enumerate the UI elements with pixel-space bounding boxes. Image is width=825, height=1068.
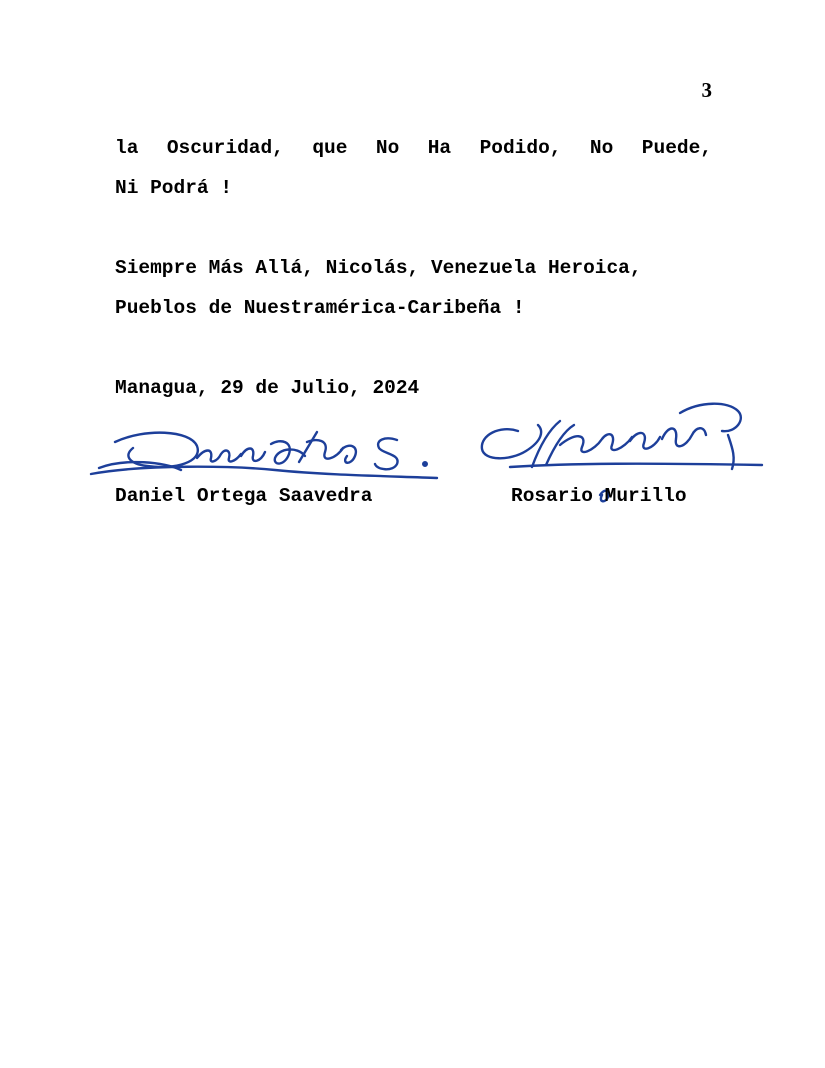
body-line-2: Ni Podrá ! — [115, 177, 233, 199]
signatory-right-name: Rosario Murillo — [511, 485, 687, 507]
page-number: 3 — [701, 78, 712, 102]
body-line-4: Pueblos de Nuestramérica-Caribeña ! — [115, 297, 525, 319]
body-line-1: la Oscuridad, que No Ha Podido, No Puede, — [115, 137, 712, 159]
signatory-left-name: Daniel Ortega Saavedra — [115, 485, 373, 507]
signature-left-image — [85, 418, 445, 490]
body-line-3: Siempre Más Allá, Nicolás, Venezuela Heroica, — [115, 257, 642, 279]
date-line: Managua, 29 de Julio, 2024 — [115, 377, 420, 399]
